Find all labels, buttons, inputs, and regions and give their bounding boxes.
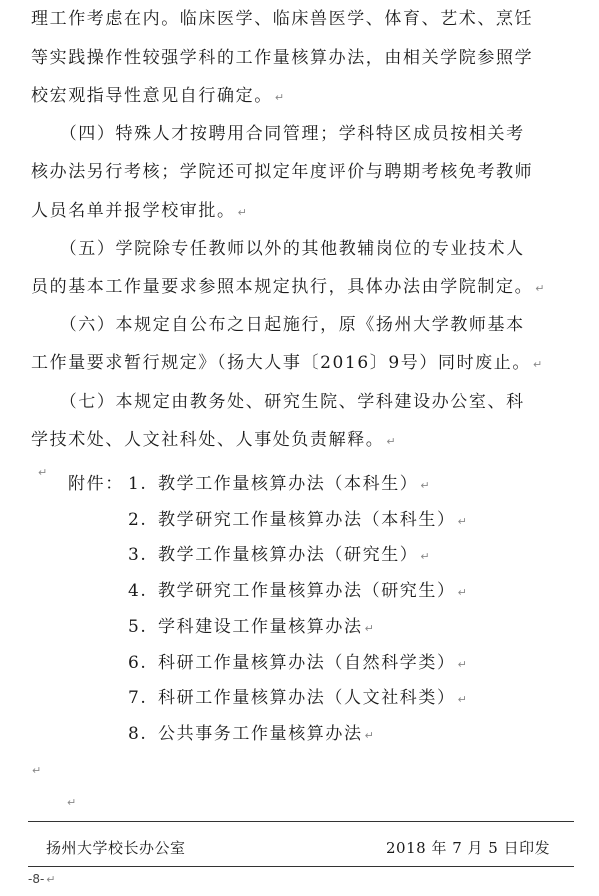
attachment-item: 1. 教学工作量核算办法（本科生） ↵ [128,474,430,494]
footer-top-rule [28,821,574,822]
body-line: 等实践操作性较强学科的工作量核算办法，由相关学院参照学 [31,48,534,68]
body-line: 学技术处、人文社科处、人事处负责解释。 ↵ [31,430,396,450]
footer-bottom-rule [28,866,574,867]
body-line: （六）本规定自公布之日起施行，原《扬州大学教师基本 [31,315,525,335]
paragraph-mark: ↵ [32,764,42,777]
attachment-item: 7. 科研工作量核算办法（人文社科类） ↵ [128,688,467,708]
paragraph-mark: ↵ [67,796,77,809]
body-line: （五）学院除专任教师以外的其他教辅岗位的专业技术人 [31,239,525,259]
paragraph-mark: ↵ [38,466,48,479]
print-date: 2018 年 7 月 5 日印发 [386,839,551,857]
body-line: 校宏观指导性意见自行确定。 ↵ [31,86,285,106]
page-number: -8- ↵ [28,872,56,886]
paragraph-mark: ↵ [457,693,467,706]
paragraph-mark: ↵ [386,435,396,448]
paragraph-mark: ↵ [364,729,374,742]
body-line: 核办法另行考核；学院还可拟定年度评价与聘期考核免考教师 [31,162,534,182]
paragraph-mark: ↵ [457,515,467,528]
paragraph-mark: ↵ [532,358,543,371]
attachment-prefix: 附件： [68,474,124,494]
paragraph-mark: ↵ [535,282,545,295]
body-line: 工作量要求暂行规定》（扬大人事〔2016〕9号）同时废止。 ↵ [31,353,543,373]
paragraph-mark: ↵ [420,550,430,563]
body-line: 员的基本工作量要求参照本规定执行，具体办法由学院制定。 ↵ [31,277,545,297]
body-line: 人员名单并报学校审批。 ↵ [31,201,247,221]
paragraph-mark: ↵ [46,873,56,886]
attachment-item: 3. 教学工作量核算办法（研究生） ↵ [128,545,430,565]
attachment-item: 8. 公共事务工作量核算办法 ↵ [128,724,374,744]
attachment-item: 4. 教学研究工作量核算办法（研究生） ↵ [128,581,467,601]
paragraph-mark: ↵ [274,91,285,104]
body-line: 理工作考虑在内。临床医学、临床兽医学、体育、艺术、烹饪 [31,9,534,29]
attachment-item: 2. 教学研究工作量核算办法（本科生） ↵ [128,510,467,530]
paragraph-mark: ↵ [457,658,467,671]
body-line: （四）特殊人才按聘用合同管理；学科特区成员按相关考 [31,124,525,144]
issuer: 扬州大学校长办公室 [46,839,186,857]
paragraph-mark: ↵ [237,206,247,219]
attachment-item: 6. 科研工作量核算办法（自然科学类） ↵ [128,653,467,673]
paragraph-mark: ↵ [364,622,374,635]
body-line: （七）本规定由教务处、研究生院、学科建设办公室、科 [31,392,525,412]
paragraph-mark: ↵ [457,586,467,599]
paragraph-mark: ↵ [420,479,430,492]
attachment-item: 5. 学科建设工作量核算办法 ↵ [128,617,374,637]
